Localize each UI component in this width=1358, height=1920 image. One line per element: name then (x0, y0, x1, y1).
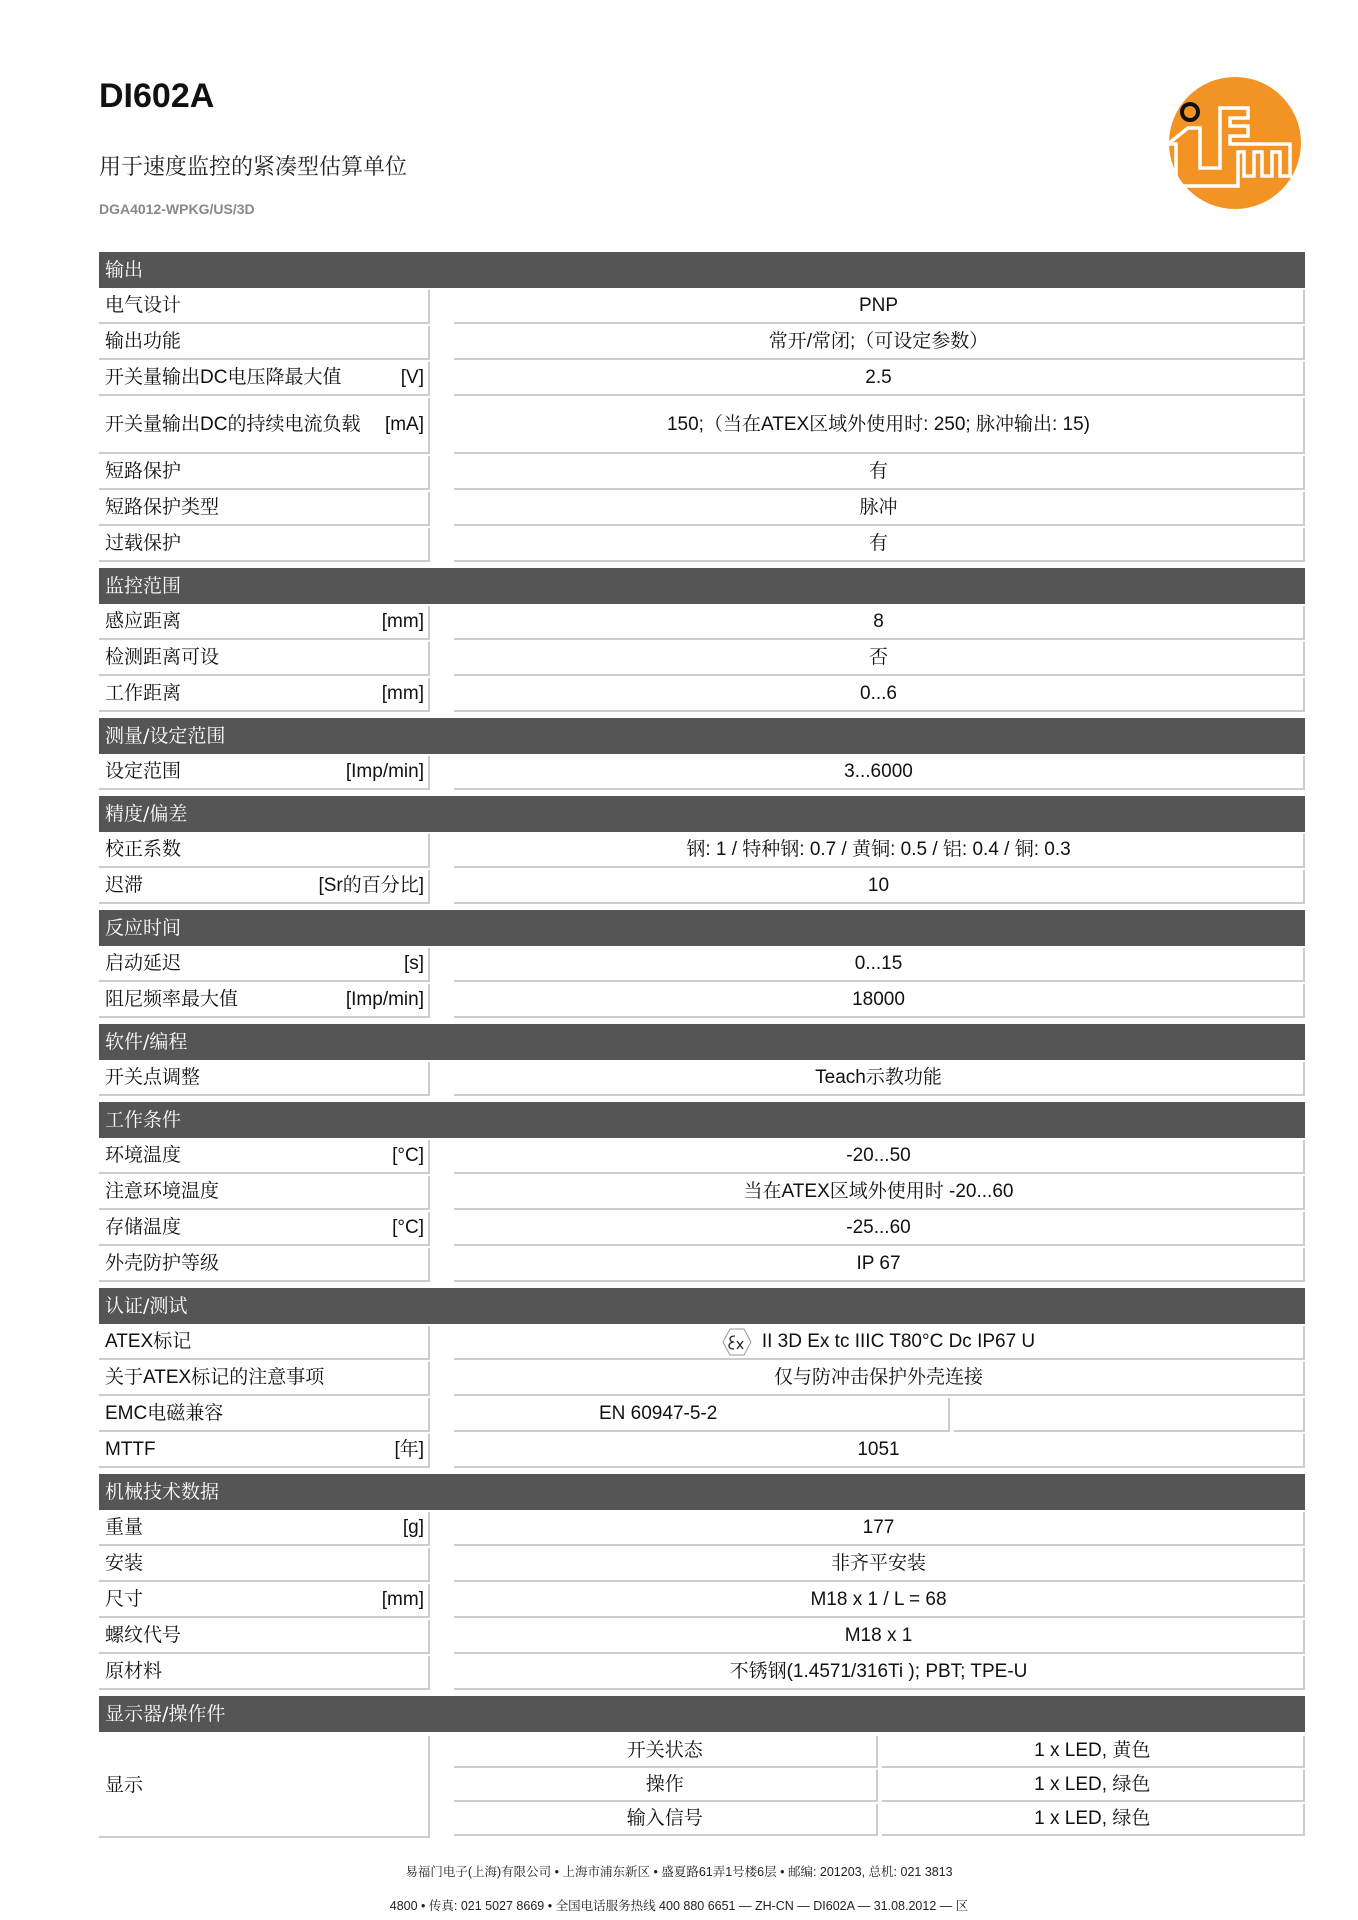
spec-row (99, 1620, 1305, 1654)
spec-label: 电气设计 (105, 295, 182, 316)
spec-value-text: 18000 (852, 989, 905, 1010)
spec-label-cell (99, 1062, 430, 1096)
spec-row (99, 528, 1305, 562)
spec-label-cell (99, 492, 430, 526)
spec-value (454, 1434, 1305, 1468)
cell-gap (430, 1176, 454, 1210)
spec-label-cell (99, 1512, 430, 1546)
spec-value (454, 606, 1305, 640)
section-header: 机械技术数据 (99, 1474, 1305, 1510)
spec-value (454, 1176, 1305, 1210)
spec-label: 外壳防护等级 (105, 1253, 220, 1274)
display-subrow (454, 1770, 1305, 1802)
spec-row (99, 362, 1305, 396)
spec-label: 输出功能 (105, 331, 182, 352)
cell-gap (430, 1736, 454, 1838)
spec-label-cell (99, 528, 430, 562)
spec-label: 启动延迟 (105, 953, 182, 974)
spec-value-text: 不锈钢(1.4571/316Ti ); PBT; TPE-U (729, 1661, 1028, 1682)
spec-value-text: 3...6000 (844, 761, 913, 782)
spec-value-text: 10 (867, 875, 890, 896)
spec-value (454, 1140, 1305, 1174)
cell-gap (430, 1140, 454, 1174)
spec-row (99, 456, 1305, 490)
spec-value: EN 60947-5-2 (454, 1398, 950, 1432)
spec-label-cell (99, 1434, 430, 1468)
spec-row (99, 398, 1305, 454)
spec-label: 螺纹代号 (105, 1625, 182, 1646)
spec-value-text: 否 (868, 647, 888, 668)
spec-label-cell (99, 398, 430, 454)
spec-label-cell (99, 362, 430, 396)
display-subrow (454, 1736, 1305, 1768)
section-header: 精度/偏差 (99, 796, 1305, 832)
spec-label: 关于ATEX标记的注意事项 (105, 1367, 325, 1388)
cell-gap (430, 834, 454, 868)
spec-value-text: 8 (873, 611, 884, 632)
cell-gap (430, 1062, 454, 1096)
spec-label-cell (99, 606, 430, 640)
spec-label-cell (99, 948, 430, 982)
spec-row (99, 1584, 1305, 1618)
cell-gap (430, 1584, 454, 1618)
spec-unit: [V] (400, 367, 424, 388)
spec-unit: [°C] (392, 1145, 424, 1166)
cell-gap (430, 1620, 454, 1654)
display-item-value: 1 x LED, 绿色 (882, 1770, 1306, 1802)
spec-label-cell (99, 984, 430, 1018)
ex-atex-icon (722, 1327, 752, 1357)
spec-unit: [Sr的百分比] (318, 875, 424, 896)
display-item-name: 开关状态 (454, 1736, 878, 1768)
spec-label-cell (99, 1212, 430, 1246)
spec-unit: [年] (394, 1439, 424, 1460)
spec-value (454, 1326, 1305, 1360)
section-header: 监控范围 (99, 568, 1305, 604)
cell-gap (430, 948, 454, 982)
spec-value-text: 150;（当在ATEX区域外使用时: 250; 脉冲输出: 15) (666, 414, 1091, 435)
spec-label-cell (99, 290, 430, 324)
spec-unit: [mA] (384, 414, 424, 435)
spec-value-text: 1051 (857, 1439, 900, 1460)
section-header: 测量/设定范围 (99, 718, 1305, 754)
spec-label-cell (99, 456, 430, 490)
ifm-logo (1168, 76, 1302, 210)
spec-label: 校正系数 (105, 839, 182, 860)
cell-gap (430, 1548, 454, 1582)
product-title: DI602A (99, 77, 215, 115)
cell-gap (430, 1434, 454, 1468)
spec-row (99, 1326, 1305, 1360)
cell-gap (430, 1398, 454, 1432)
spec-value (454, 398, 1305, 454)
spec-row (99, 1434, 1305, 1468)
spec-label: EMC电磁兼容 (105, 1403, 224, 1424)
spec-label: 迟滞 (105, 875, 144, 896)
spec-value (454, 1248, 1305, 1282)
cell-gap (430, 290, 454, 324)
spec-label-cell (99, 1140, 430, 1174)
spec-value (454, 1362, 1305, 1396)
spec-row (99, 1512, 1305, 1546)
spec-label: 存储温度 (105, 1217, 182, 1238)
spec-row (99, 1362, 1305, 1396)
cell-gap (430, 456, 454, 490)
spec-row (99, 1398, 1305, 1432)
spec-value (454, 756, 1305, 790)
spec-label-cell (99, 642, 430, 676)
spec-label: 安装 (105, 1553, 144, 1574)
spec-value-text: 177 (862, 1517, 895, 1538)
spec-value-text: 钢: 1 / 特种钢: 0.7 / 黄铜: 0.5 / 铝: 0.4 / 铜: 0.3 (686, 839, 1071, 860)
spec-row (99, 984, 1305, 1018)
spec-value (454, 492, 1305, 526)
spec-row (99, 1248, 1305, 1282)
spec-label-cell (99, 1620, 430, 1654)
spec-unit: [s] (403, 953, 424, 974)
spec-label: 设定范围 (105, 761, 182, 782)
spec-unit: [mm] (381, 683, 424, 704)
spec-value (454, 1512, 1305, 1546)
cell-gap (430, 492, 454, 526)
spec-row (99, 948, 1305, 982)
spec-value (454, 1656, 1305, 1690)
spec-row (99, 1212, 1305, 1246)
spec-value-text: IP 67 (856, 1253, 901, 1274)
spec-label: 尺寸 (105, 1589, 144, 1610)
spec-value (454, 456, 1305, 490)
spec-value (454, 834, 1305, 868)
spec-table (99, 252, 1305, 1838)
spec-label: ATEX标记 (105, 1331, 192, 1352)
cell-gap (430, 984, 454, 1018)
spec-label-cell (99, 1248, 430, 1282)
cell-gap (430, 1512, 454, 1546)
spec-value (454, 1584, 1305, 1618)
spec-label-cell (99, 1584, 430, 1618)
spec-value (454, 984, 1305, 1018)
spec-row (99, 606, 1305, 640)
cell-gap (430, 1212, 454, 1246)
spec-value-text: 脉冲 (859, 497, 898, 518)
spec-value (454, 326, 1305, 360)
spec-row (99, 1140, 1305, 1174)
cell-gap (430, 642, 454, 676)
spec-value (454, 528, 1305, 562)
spec-value-text: 有 (868, 533, 888, 554)
spec-label-cell (99, 870, 430, 904)
footer-address: 易福门电子(上海)有限公司 • 上海市浦东新区 • 盛夏路61弄1号楼6层 • 邮编: 201203, 总机: 021 3813 (405, 1865, 953, 1879)
cell-gap (430, 326, 454, 360)
section-header: 反应时间 (99, 910, 1305, 946)
spec-row (99, 678, 1305, 712)
spec-value (454, 870, 1305, 904)
spec-label-cell (99, 756, 430, 790)
spec-row (99, 1176, 1305, 1210)
spec-row (99, 642, 1305, 676)
spec-label: 开关点调整 (105, 1067, 201, 1088)
spec-row (99, 492, 1305, 526)
spec-value-text: -25...60 (846, 1217, 911, 1238)
spec-value-text: 0...15 (854, 953, 903, 974)
section-header: 工作条件 (99, 1102, 1305, 1138)
display-item-value: 1 x LED, 绿色 (882, 1804, 1306, 1836)
section-header: 软件/编程 (99, 1024, 1305, 1060)
spec-unit: [°C] (392, 1217, 424, 1238)
section-header: 认证/测试 (99, 1288, 1305, 1324)
spec-value-empty (954, 1398, 1305, 1432)
cell-gap (430, 606, 454, 640)
cell-gap (430, 398, 454, 454)
spec-value (454, 948, 1305, 982)
spec-row (99, 290, 1305, 324)
spec-label: 阻尼频率最大值 (105, 989, 239, 1010)
spec-label-cell (99, 1656, 430, 1690)
spec-value-text: 有 (868, 461, 888, 482)
spec-value-text: 非齐平安装 (830, 1553, 926, 1574)
spec-value-text: Teach示教功能 (815, 1067, 942, 1088)
cell-gap (430, 528, 454, 562)
spec-value-text: 0...6 (860, 683, 897, 704)
spec-label: 开关量输出DC电压降最大值 (105, 367, 342, 388)
spec-row (99, 870, 1305, 904)
spec-value (454, 678, 1305, 712)
spec-value-split (454, 1398, 1305, 1432)
cell-gap (430, 756, 454, 790)
product-code: DGA4012-WPKG/US/3D (99, 201, 255, 217)
spec-label: MTTF (105, 1439, 156, 1460)
spec-label: 感应距离 (105, 611, 182, 632)
cell-gap (430, 362, 454, 396)
spec-value (454, 362, 1305, 396)
spec-value-text: 当在ATEX区域外使用时 -20...60 (743, 1181, 1014, 1202)
spec-label-cell (99, 1548, 430, 1582)
section-header: 输出 (99, 252, 1305, 288)
spec-value-text: PNP (858, 295, 899, 316)
spec-label: 开关量输出DC的持续电流负载 (105, 414, 361, 435)
section-header: 显示器/操作件 (99, 1696, 1305, 1732)
display-subrow (454, 1804, 1305, 1836)
spec-label-cell (99, 1326, 430, 1360)
cell-gap (430, 678, 454, 712)
product-subtitle: 用于速度监控的紧凑型估算单位 (99, 155, 408, 180)
spec-label: 环境温度 (105, 1145, 182, 1166)
spec-label: 注意环境温度 (105, 1181, 220, 1202)
spec-row (99, 1548, 1305, 1582)
spec-label-cell (99, 678, 430, 712)
spec-value (454, 1212, 1305, 1246)
spec-row (99, 834, 1305, 868)
spec-value-text: 仅与防冲击保护外壳连接 (773, 1367, 983, 1388)
spec-value (454, 1062, 1305, 1096)
spec-label-cell (99, 1362, 430, 1396)
spec-label: 原材料 (105, 1661, 163, 1682)
spec-label-cell (99, 1736, 430, 1838)
spec-value-text: 2.5 (865, 367, 892, 388)
spec-label: 工作距离 (105, 683, 182, 704)
spec-value (454, 1620, 1305, 1654)
cell-gap (430, 1326, 454, 1360)
spec-row (99, 756, 1305, 790)
spec-value-text: 常开/常闭;（可设定参数） (768, 331, 989, 352)
display-item-name: 操作 (454, 1770, 878, 1802)
spec-value-text: II 3D Ex tc IIIC T80°C Dc IP67 U (761, 1331, 1036, 1352)
spec-label: 短路保护类型 (105, 497, 220, 518)
display-item-value: 1 x LED, 黄色 (882, 1736, 1306, 1768)
spec-label: 显示 (105, 1775, 144, 1796)
display-row (99, 1736, 1305, 1838)
spec-unit: [mm] (381, 611, 424, 632)
spec-value-text: M18 x 1 (844, 1625, 913, 1646)
spec-unit: [Imp/min] (345, 989, 424, 1010)
cell-gap (430, 1248, 454, 1282)
spec-label: 重量 (105, 1517, 144, 1538)
spec-label-cell (99, 834, 430, 868)
spec-row (99, 1656, 1305, 1690)
spec-value (454, 290, 1305, 324)
spec-label: 过载保护 (105, 533, 182, 554)
spec-label-cell (99, 1398, 430, 1432)
footer-contact: 4800 • 传真: 021 5027 8669 • 全国电话服务热线 400 880 6651 — ZH-CN — DI602A — 31.08.2012 — 区 (389, 1899, 969, 1913)
spec-unit: [Imp/min] (345, 761, 424, 782)
spec-label: 检测距离可设 (105, 647, 220, 668)
spec-label: 短路保护 (105, 461, 182, 482)
spec-value (454, 642, 1305, 676)
display-subrows (454, 1736, 1305, 1838)
display-item-name: 输入信号 (454, 1804, 878, 1836)
spec-row (99, 326, 1305, 360)
spec-value (454, 1548, 1305, 1582)
spec-unit: [g] (402, 1517, 424, 1538)
cell-gap (430, 870, 454, 904)
spec-label-cell (99, 326, 430, 360)
spec-value-text: M18 x 1 / L = 68 (810, 1589, 947, 1610)
cell-gap (430, 1656, 454, 1690)
spec-row (99, 1062, 1305, 1096)
cell-gap (430, 1362, 454, 1396)
spec-label-cell (99, 1176, 430, 1210)
spec-unit: [mm] (381, 1589, 424, 1610)
spec-value-text: -20...50 (846, 1145, 911, 1166)
